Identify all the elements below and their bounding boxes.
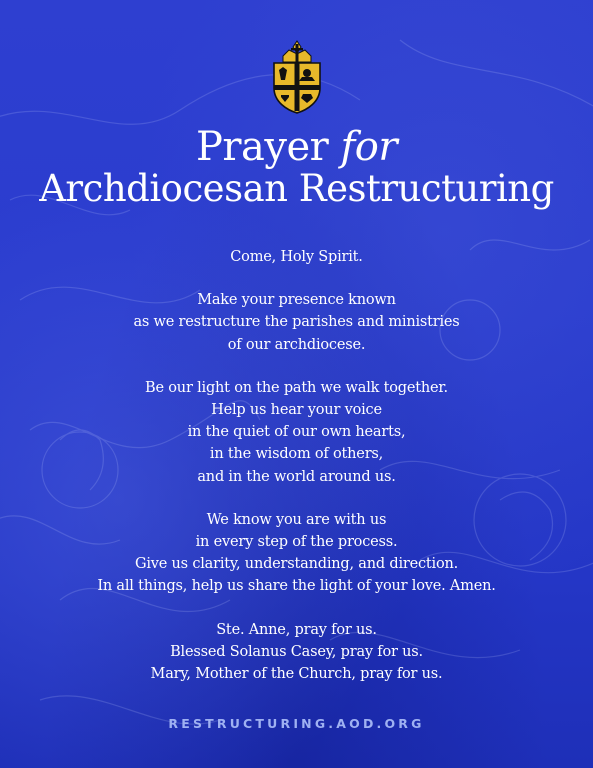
prayer-line: in the quiet of our own hearts, — [187, 424, 406, 441]
prayer-stanza-2 — [0, 289, 593, 356]
prayer-stanza-4 — [0, 509, 593, 598]
prayer-stanza-5 — [0, 619, 593, 686]
prayer-line: Make your presence known — [197, 292, 396, 309]
prayer-stanza-1 — [0, 246, 593, 268]
page-title-line-1 — [0, 124, 593, 170]
prayer-line: Mary, Mother of the Church, pray for us. — [150, 666, 443, 683]
prayer-line: as we restructure the parishes and ministries — [133, 314, 460, 331]
prayer-line: Be our light on the path we walk together. — [145, 379, 448, 396]
website-link[interactable]: RESTRUCTURING.AOD.ORG — [168, 716, 425, 731]
prayer-text — [0, 246, 593, 706]
prayer-stanza-3 — [0, 377, 593, 488]
archdiocese-coat-of-arms-icon — [271, 40, 323, 114]
prayer-line: of our archdiocese. — [227, 336, 366, 353]
prayer-line: in the wisdom of others, — [209, 446, 384, 463]
prayer-line: in every step of the process. — [195, 534, 398, 551]
prayer-line: We know you are with us — [206, 511, 387, 528]
title-word-for: for — [340, 124, 397, 170]
prayer-line: Help us hear your voice — [211, 402, 382, 419]
prayer-line: In all things, help us share the light of your love. Amen. — [97, 578, 496, 595]
prayer-line: Come, Holy Spirit. — [230, 249, 363, 265]
title-word-prayer: Prayer — [195, 124, 329, 170]
page-title-line-2: Archdiocesan Restructuring — [39, 167, 554, 210]
prayer-line: and in the world around us. — [197, 468, 396, 485]
prayer-line: Blessed Solanus Casey, pray for us. — [170, 643, 423, 660]
prayer-line: Ste. Anne, pray for us. — [216, 621, 377, 638]
prayer-line: Give us clarity, understanding, and direction. — [134, 556, 459, 573]
